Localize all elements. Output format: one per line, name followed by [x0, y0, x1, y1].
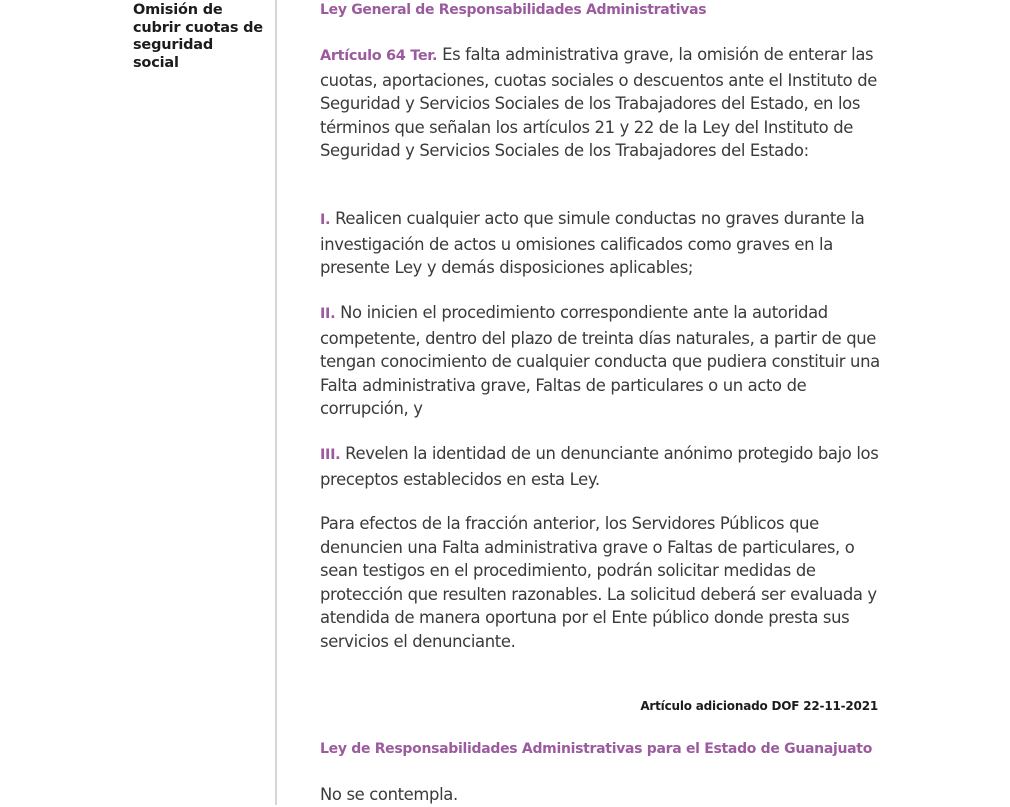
article-text: Es falta administrativa grave, la omisión de enterar las cuotas, aportaciones, cuotas sociales o descuentos ante el Instituto de Seguridad y Servicios Sociales de los Trabajadores del Estado, en los términos que señalan los artículos 21 y 22 de la Ley del Instituto de Seguridad y Servicios Sociales de los Trabajadores del Estado: — [320, 45, 877, 160]
article-label: Artículo 64 Ter. — [320, 48, 438, 64]
sidebar — [133, 2, 263, 72]
federal-law-title: Ley General de Responsabilidades Administrativas — [320, 2, 707, 18]
fraction-iii — [320, 442, 880, 491]
fraction-i-numeral: I. — [320, 212, 331, 228]
fraction-ii — [320, 301, 880, 421]
article-paragraph — [320, 43, 880, 163]
closing-paragraph: Para efectos de la fracción anterior, los Servidores Públicos que denuncien una Falta administrativa grave o Faltas de particulares, o sean testigos en el procedimiento, podrán solicitar medidas de protección que resulten razonables. La solicitud deberá ser evaluada y atendida de manera oportuna por el Ente público donde presta sus servicios el denunciante. — [320, 514, 877, 651]
reform-note: Artículo adicionado DOF 22-11-2021 — [640, 699, 878, 713]
fraction-iii-text: Revelen la identidad de un denunciante anónimo protegido bajo los preceptos establecidos en esta Ley. — [320, 444, 879, 489]
state-law-text: No se contempla. — [320, 785, 458, 804]
fraction-iii-numeral: III. — [320, 447, 341, 463]
vertical-divider — [275, 0, 277, 805]
sidebar-section-title: Omisión de cubrir cuotas de seguridad social — [133, 2, 263, 71]
fraction-ii-numeral: II. — [320, 306, 336, 322]
state-law-title: Ley de Responsabilidades Administrativas para el Estado de Guanajuato — [320, 741, 873, 757]
fraction-ii-text: No inicien el procedimiento correspondiente ante la autoridad competente, dentro del plazo de treinta días naturales, a partir de que tengan conocimiento de cualquier conducta que pudiera constituir una Falta administrativa grave, Faltas de particulares o un acto de corrupción, y — [320, 303, 880, 418]
fraction-i — [320, 207, 880, 280]
fraction-i-text: Realicen cualquier acto que simule conductas no graves durante la investigación de actos u omisiones calificados como graves en la presente Ley y demás disposiciones aplicables; — [320, 209, 865, 277]
